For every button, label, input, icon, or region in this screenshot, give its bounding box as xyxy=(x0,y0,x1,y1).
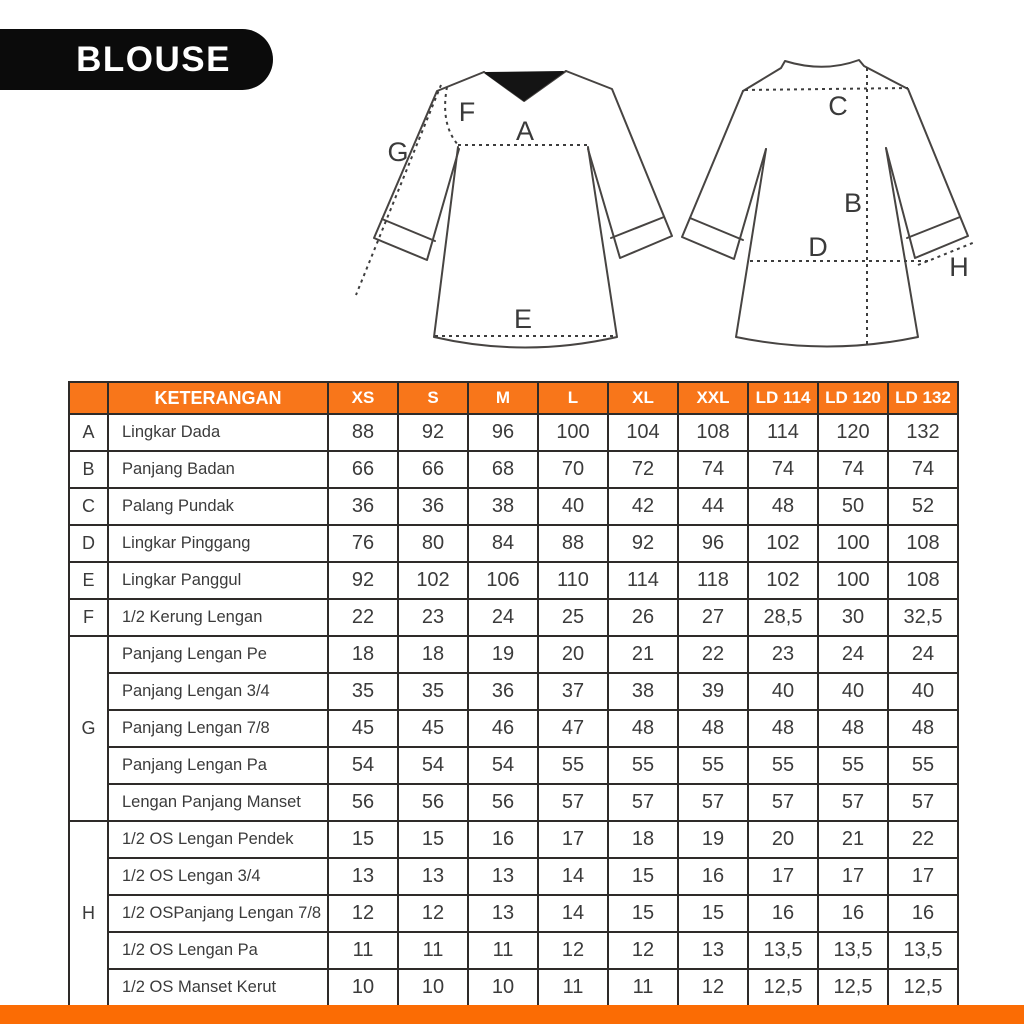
table-row xyxy=(69,932,958,969)
measurement-value: 30 xyxy=(818,599,888,636)
measurement-value: 17 xyxy=(538,821,608,858)
measurement-value: 57 xyxy=(818,784,888,821)
label-F: F xyxy=(458,97,476,127)
table-row xyxy=(69,414,958,451)
table-row xyxy=(69,599,958,636)
measurement-value: 17 xyxy=(748,858,818,895)
measurement-value: 74 xyxy=(818,451,888,488)
table-row xyxy=(69,673,958,710)
measurement-value: 10 xyxy=(468,969,538,1006)
measurement-value: 57 xyxy=(608,784,678,821)
table-row xyxy=(69,562,958,599)
measurement-value: 48 xyxy=(818,710,888,747)
measurement-value: 56 xyxy=(468,784,538,821)
table-row xyxy=(69,525,958,562)
measurement-value: 48 xyxy=(748,710,818,747)
measurement-value: 66 xyxy=(328,451,398,488)
measurement-value: 44 xyxy=(678,488,748,525)
measurement-value: 100 xyxy=(818,525,888,562)
measurement-label: Palang Pundak xyxy=(108,488,328,525)
measurement-label: 1/2 OS Manset Kerut xyxy=(108,969,328,1006)
measurement-value: 48 xyxy=(608,710,678,747)
row-group-letter: D xyxy=(69,525,108,562)
measurement-label: Lingkar Dada xyxy=(108,414,328,451)
measurement-value: 22 xyxy=(328,599,398,636)
measurement-value: 13 xyxy=(468,895,538,932)
table-row xyxy=(69,747,958,784)
measurement-value: 19 xyxy=(468,636,538,673)
measurement-value: 84 xyxy=(468,525,538,562)
measurement-value: 40 xyxy=(538,488,608,525)
row-group-letter: G xyxy=(69,636,108,821)
back-view-diagram xyxy=(682,60,975,347)
measurement-value: 56 xyxy=(398,784,468,821)
measurement-value: 56 xyxy=(328,784,398,821)
measurement-value: 13,5 xyxy=(818,932,888,969)
measurement-value: 23 xyxy=(748,636,818,673)
label-H: H xyxy=(949,252,969,282)
measurement-value: 57 xyxy=(538,784,608,821)
measurement-value: 106 xyxy=(468,562,538,599)
measurement-label: 1/2 OS Lengan 3/4 xyxy=(108,858,328,895)
table-row xyxy=(69,710,958,747)
measurement-value: 40 xyxy=(748,673,818,710)
measurement-value: 18 xyxy=(328,636,398,673)
measurement-value: 55 xyxy=(608,747,678,784)
measurement-value: 13 xyxy=(678,932,748,969)
measurement-value: 102 xyxy=(748,525,818,562)
measurement-value: 12 xyxy=(678,969,748,1006)
measurement-value: 15 xyxy=(608,895,678,932)
measurement-value: 22 xyxy=(888,821,958,858)
measurement-value: 13,5 xyxy=(748,932,818,969)
measurement-value: 10 xyxy=(328,969,398,1006)
table-row xyxy=(69,858,958,895)
measurement-value: 18 xyxy=(608,821,678,858)
size-table xyxy=(68,381,959,1007)
measurement-value: 21 xyxy=(608,636,678,673)
measurement-value: 110 xyxy=(538,562,608,599)
table-row xyxy=(69,488,958,525)
label-E: E xyxy=(513,304,533,334)
keterangan-header: KETERANGAN xyxy=(108,382,328,414)
measurement-value: 35 xyxy=(398,673,468,710)
label-G: G xyxy=(387,137,409,167)
measurement-value: 54 xyxy=(468,747,538,784)
size-column-header: LD 132 xyxy=(888,382,958,414)
size-column-header: L xyxy=(538,382,608,414)
measurement-value: 21 xyxy=(818,821,888,858)
measurement-value: 40 xyxy=(818,673,888,710)
label-D: D xyxy=(808,232,828,262)
measurement-value: 88 xyxy=(538,525,608,562)
measurement-value: 13 xyxy=(398,858,468,895)
measurement-value: 55 xyxy=(748,747,818,784)
corner-cell xyxy=(69,382,108,414)
measure-line-C xyxy=(745,88,908,90)
measurement-label: Panjang Lengan 3/4 xyxy=(108,673,328,710)
back-right-cuff-line xyxy=(907,217,960,238)
table-row xyxy=(69,895,958,932)
measurement-value: 132 xyxy=(888,414,958,451)
size-column-header: XL xyxy=(608,382,678,414)
measurement-value: 12 xyxy=(608,932,678,969)
measurement-value: 36 xyxy=(398,488,468,525)
measurement-value: 68 xyxy=(468,451,538,488)
measurement-value: 17 xyxy=(888,858,958,895)
measurement-value: 54 xyxy=(398,747,468,784)
measurement-value: 18 xyxy=(398,636,468,673)
measurement-value: 45 xyxy=(398,710,468,747)
measurement-value: 76 xyxy=(328,525,398,562)
measurement-value: 96 xyxy=(678,525,748,562)
measurement-value: 52 xyxy=(888,488,958,525)
size-column-header: S xyxy=(398,382,468,414)
measurement-value: 24 xyxy=(468,599,538,636)
measurement-value: 23 xyxy=(398,599,468,636)
front-right-sleeve xyxy=(566,71,672,258)
measurement-label: Lingkar Panggul xyxy=(108,562,328,599)
measurement-value: 16 xyxy=(888,895,958,932)
measurement-value: 14 xyxy=(538,895,608,932)
measurement-value: 13 xyxy=(328,858,398,895)
measurement-value: 74 xyxy=(748,451,818,488)
measurement-value: 55 xyxy=(678,747,748,784)
measurement-value: 114 xyxy=(748,414,818,451)
measurement-value: 11 xyxy=(328,932,398,969)
measurement-value: 48 xyxy=(748,488,818,525)
measurement-value: 102 xyxy=(398,562,468,599)
measurement-value: 48 xyxy=(678,710,748,747)
measurement-value: 27 xyxy=(678,599,748,636)
page-title: BLOUSE xyxy=(76,39,231,79)
measurement-value: 54 xyxy=(328,747,398,784)
measurement-value: 11 xyxy=(468,932,538,969)
measurement-value: 15 xyxy=(678,895,748,932)
measurement-value: 92 xyxy=(398,414,468,451)
row-group-letter: H xyxy=(69,821,108,1006)
measurement-value: 17 xyxy=(818,858,888,895)
blouse-diagrams xyxy=(350,40,1010,370)
measurement-value: 50 xyxy=(818,488,888,525)
measurement-value: 70 xyxy=(538,451,608,488)
back-shoulders-neck xyxy=(743,60,908,91)
measure-line-F xyxy=(445,87,459,146)
measurement-value: 74 xyxy=(678,451,748,488)
front-right-cuff-line xyxy=(611,217,664,238)
measurement-value: 16 xyxy=(818,895,888,932)
measurement-value: 38 xyxy=(468,488,538,525)
title-banner xyxy=(0,29,273,90)
measurement-value: 108 xyxy=(888,562,958,599)
measurement-label: Lengan Panjang Manset xyxy=(108,784,328,821)
measurement-value: 48 xyxy=(888,710,958,747)
measurement-value: 55 xyxy=(538,747,608,784)
measurement-value: 108 xyxy=(678,414,748,451)
measurement-value: 12 xyxy=(328,895,398,932)
table-row xyxy=(69,784,958,821)
measurement-value: 12,5 xyxy=(818,969,888,1006)
measurement-value: 20 xyxy=(538,636,608,673)
measurement-value: 10 xyxy=(398,969,468,1006)
measurement-value: 37 xyxy=(538,673,608,710)
measurement-value: 72 xyxy=(608,451,678,488)
row-group-letter: E xyxy=(69,562,108,599)
measurement-value: 12,5 xyxy=(888,969,958,1006)
measurement-label: 1/2 OS Lengan Pa xyxy=(108,932,328,969)
measurement-label: 1/2 OSPanjang Lengan 7/8 xyxy=(108,895,328,932)
measurement-value: 57 xyxy=(678,784,748,821)
measurement-value: 25 xyxy=(538,599,608,636)
measurement-value: 24 xyxy=(888,636,958,673)
measurement-value: 57 xyxy=(888,784,958,821)
table-row xyxy=(69,821,958,858)
measurement-value: 92 xyxy=(608,525,678,562)
measurement-value: 120 xyxy=(818,414,888,451)
measurement-value: 92 xyxy=(328,562,398,599)
row-group-letter: B xyxy=(69,451,108,488)
measurement-value: 40 xyxy=(888,673,958,710)
label-A: A xyxy=(515,116,535,146)
size-column-header: XXL xyxy=(678,382,748,414)
measurement-value: 55 xyxy=(888,747,958,784)
label-B: B xyxy=(843,188,863,218)
measurement-value: 16 xyxy=(468,821,538,858)
measurement-value: 108 xyxy=(888,525,958,562)
measurement-label: 1/2 OS Lengan Pendek xyxy=(108,821,328,858)
measurement-value: 57 xyxy=(748,784,818,821)
measurement-value: 26 xyxy=(608,599,678,636)
row-group-letter: C xyxy=(69,488,108,525)
measurement-value: 24 xyxy=(818,636,888,673)
measurement-value: 16 xyxy=(748,895,818,932)
measurement-value: 118 xyxy=(678,562,748,599)
back-right-sleeve xyxy=(886,89,968,258)
measurement-value: 35 xyxy=(328,673,398,710)
measurement-value: 114 xyxy=(608,562,678,599)
table-row xyxy=(69,451,958,488)
measurement-value: 28,5 xyxy=(748,599,818,636)
measurement-label: Lingkar Pinggang xyxy=(108,525,328,562)
measurement-value: 13,5 xyxy=(888,932,958,969)
back-left-cuff-line xyxy=(690,218,743,240)
size-column-header: M xyxy=(468,382,538,414)
measurement-value: 16 xyxy=(678,858,748,895)
measurement-value: 96 xyxy=(468,414,538,451)
measurement-value: 11 xyxy=(608,969,678,1006)
measurement-label: Panjang Lengan Pa xyxy=(108,747,328,784)
size-column-header: XS xyxy=(328,382,398,414)
row-group-letter: A xyxy=(69,414,108,451)
measurement-value: 13 xyxy=(468,858,538,895)
front-left-cuff-line xyxy=(382,219,435,241)
measurement-value: 12 xyxy=(538,932,608,969)
measurement-value: 12 xyxy=(398,895,468,932)
measurement-label: Panjang Badan xyxy=(108,451,328,488)
measurement-value: 36 xyxy=(468,673,538,710)
label-C: C xyxy=(828,91,848,121)
table-row xyxy=(69,636,958,673)
size-table-body xyxy=(69,414,958,1006)
size-table-header xyxy=(69,382,958,414)
measurement-label: 1/2 Kerung Lengan xyxy=(108,599,328,636)
measurement-value: 104 xyxy=(608,414,678,451)
measurement-value: 22 xyxy=(678,636,748,673)
measurement-value: 45 xyxy=(328,710,398,747)
measurement-value: 32,5 xyxy=(888,599,958,636)
measurement-value: 80 xyxy=(398,525,468,562)
measurement-value: 47 xyxy=(538,710,608,747)
measurement-value: 100 xyxy=(538,414,608,451)
measurement-value: 19 xyxy=(678,821,748,858)
measurement-label: Panjang Lengan 7/8 xyxy=(108,710,328,747)
measurement-value: 42 xyxy=(608,488,678,525)
size-column-header: LD 120 xyxy=(818,382,888,414)
measurement-value: 88 xyxy=(328,414,398,451)
measurement-value: 74 xyxy=(888,451,958,488)
measurement-value: 66 xyxy=(398,451,468,488)
measurement-value: 11 xyxy=(398,932,468,969)
measurement-value: 39 xyxy=(678,673,748,710)
measurement-value: 46 xyxy=(468,710,538,747)
vneck-fill xyxy=(486,72,563,100)
row-group-letter: F xyxy=(69,599,108,636)
table-row xyxy=(69,969,958,1006)
measurement-value: 55 xyxy=(818,747,888,784)
size-column-header: LD 114 xyxy=(748,382,818,414)
measurement-value: 15 xyxy=(328,821,398,858)
measurement-value: 102 xyxy=(748,562,818,599)
measurement-value: 15 xyxy=(398,821,468,858)
footer-accent-bar xyxy=(0,1005,1024,1024)
measurement-value: 38 xyxy=(608,673,678,710)
measurement-value: 36 xyxy=(328,488,398,525)
measurement-value: 15 xyxy=(608,858,678,895)
measurement-value: 12,5 xyxy=(748,969,818,1006)
measurement-value: 14 xyxy=(538,858,608,895)
measurement-label: Panjang Lengan Pe xyxy=(108,636,328,673)
measurement-value: 11 xyxy=(538,969,608,1006)
measure-line-G xyxy=(356,85,441,295)
measurement-value: 20 xyxy=(748,821,818,858)
size-table-wrap xyxy=(68,381,959,1007)
measurement-value: 100 xyxy=(818,562,888,599)
front-view-diagram xyxy=(356,71,672,348)
